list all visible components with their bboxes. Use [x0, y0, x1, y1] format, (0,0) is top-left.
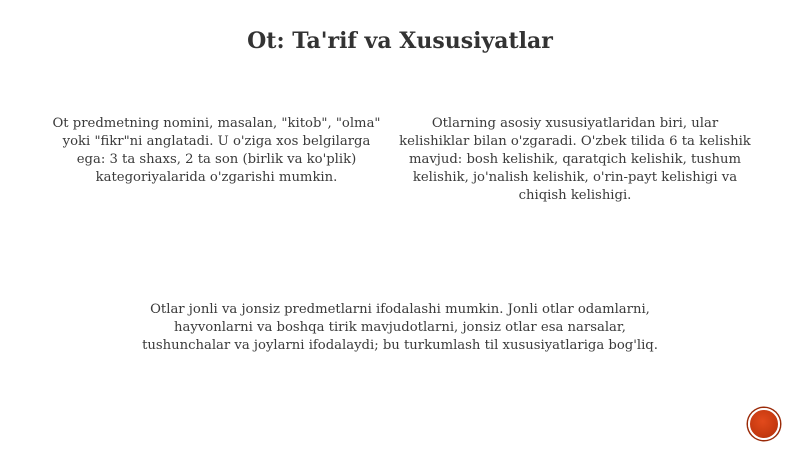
paragraph-cases: Otlarning asosiy xususiyatlaridan biri, ular kelishiklar bilan o'zgaradi. O'zbek tilida 6 ta kelishik mavjud: bosh kelishik, qaratqich kelishik, tushum kelishik, jo'nalish kelishik, o'rin-payt kelishigi va chiqish kelishigi.	[399, 116, 751, 203]
slide-title: Ot: Ta'rif va Xususiyatlar	[247, 28, 553, 54]
slide-nav-button[interactable]	[748, 408, 780, 440]
paragraph-animate-inanimate: Otlar jonli va jonsiz predmetlarni ifodalashi mumkin. Jonli otlar odamlarni, hayvonlarni va boshqa tirik mavjudotlarni, jonsiz otlar esa narsalar, tushunchalar va joylarni ifodalaydi; bu turkumlash til xususiyatlariga bog'liq.	[142, 302, 658, 353]
paragraph-definition: Ot predmetning nomini, masalan, "kitob", "olma" yoki "fikr"ni anglatadi. U o'ziga xos belgilarga ega: 3 ta shaxs, 2 ta son (birlik va ko'plik) kategoriyalarida o'zgarishi mumkin.	[52, 116, 381, 185]
